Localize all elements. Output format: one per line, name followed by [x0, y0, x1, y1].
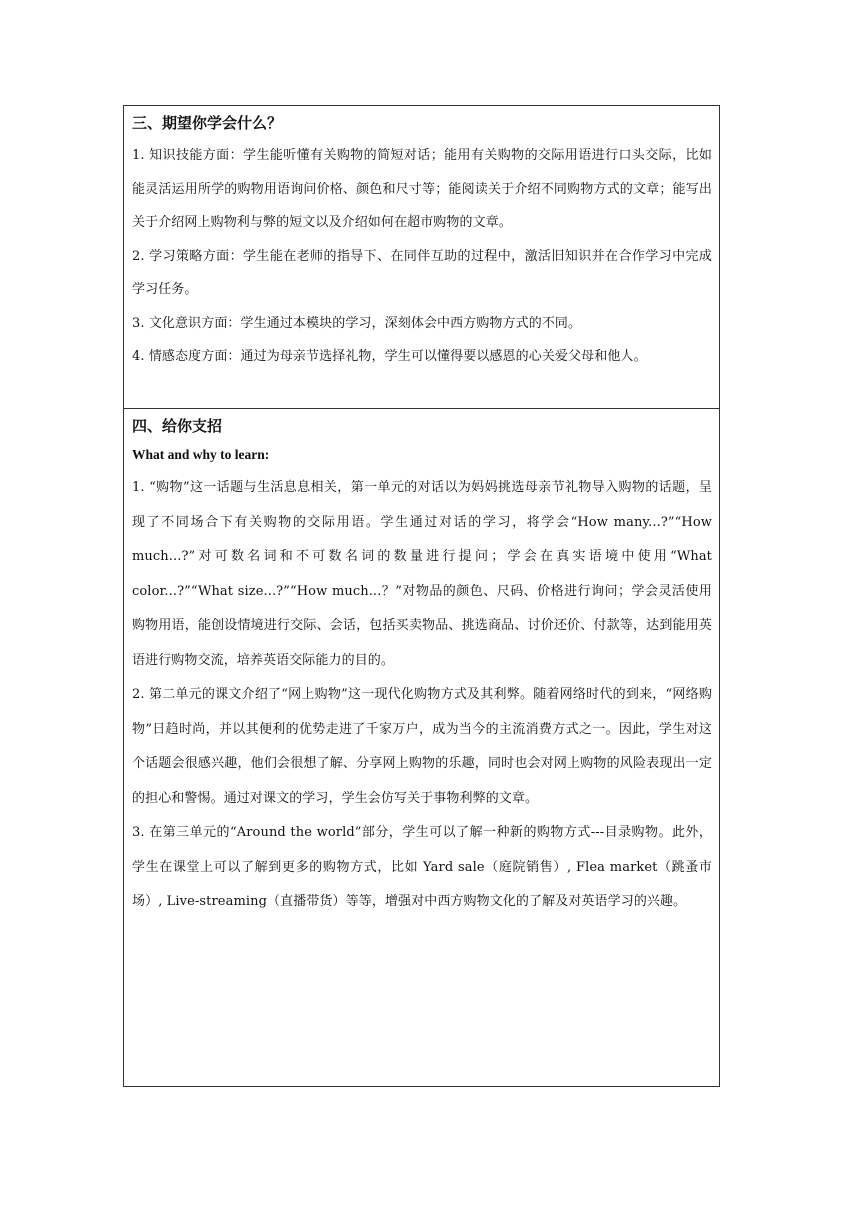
- section-four-title: 四、给你支招: [132, 417, 223, 435]
- section-three-item-4: 4. 情感态度方面：通过为母亲节选择礼物，学生可以懂得要以感恩的心关爱父母和他人。: [132, 349, 647, 364]
- section-four-item-3: 3. 在第三单元的“Around the world”部分，学生可以了解一种新的购物方式---目录购物。此外，学生在课堂上可以了解到更多的购物方式，比如 Yard sale（庭院销售）, Flea market（跳蚤市场）, Live-streaming（直播带货）等等，增强对中西方购物文化的了解及对英语学习的兴趣。: [132, 825, 712, 909]
- section-four-item-2: 2. 第二单元的课文介绍了“网上购物”这一现代化购物方式及其利弊。随着网络时代的到来，“网络购物”日趋时尚，并以其便利的优势走进了千家万户，成为当今的主流消费方式之一。因此，学生对这个话题会很感兴趣，他们会很想了解、分享网上购物的乐趣，同时也会对网上购物的风险表现出一定的担心和警惕。通过对课文的学习，学生会仿写关于事物利弊的文章。: [132, 687, 712, 806]
- section-three-item-3: 3. 文化意识方面：学生通过本模块的学习，深刻体会中西方购物方式的不同。: [132, 315, 582, 331]
- section-three-item-1: 1. 知识技能方面：学生能听懂有关购物的简短对话；能用有关购物的交际用语进行口头交际，比如能灵活运用所学的购物用语询问价格、颜色和尺寸等；能阅读关于介绍不同购物方式的文章；能写出关于介绍网上购物利与弊的短文以及介绍如何在超市购物的文章。: [132, 148, 712, 230]
- document-table: [123, 105, 720, 1087]
- section-four-cell: [124, 408, 719, 1086]
- section-three-title: 三、期望你学会什么？: [132, 114, 283, 132]
- section-four-item-1: 1. “购物”这一话题与生活息息相关，第一单元的对话以为妈妈挑选母亲节礼物导入购物的话题，呈现了不同场合下有关购物的交际用语。学生通过对话的学习，将学会“How many...?”“How much...?”对可数名词和不可数名词的数量进行提问；学会在真实语境中使用“What color...?”“What size...?”“How much...？”对物品的颜色、尺码、价格进行询问；学会灵活使用购物用语，能创设情境进行交际、会话，包括买卖物品、挑选商品、讨价还价、付款等，达到能用英语进行购物交流，培养英语交际能力的目的。: [132, 480, 712, 668]
- section-three-item-2: 2. 学习策略方面：学生能在老师的指导下、在同伴互助的过程中，激活旧知识并在合作学习中完成学习任务。: [132, 248, 712, 297]
- section-four-subheading: What and why to learn:: [132, 447, 270, 462]
- section-three-cell: [124, 106, 719, 408]
